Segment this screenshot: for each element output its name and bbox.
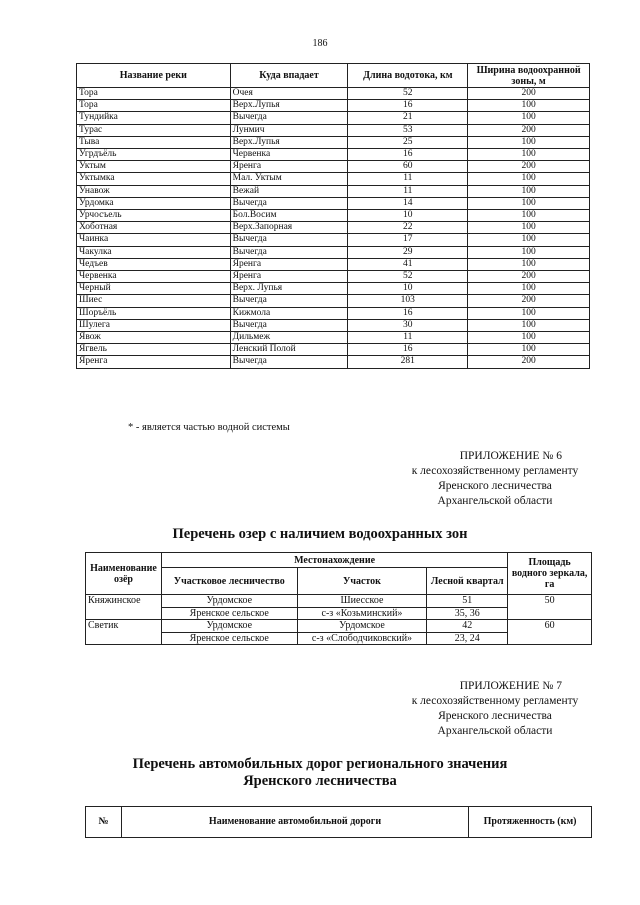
river-flows-into: Кижмола — [230, 307, 348, 319]
river-flows-into: Верх.Лупья — [230, 100, 348, 112]
river-row — [77, 100, 590, 112]
river-length: 21 — [348, 112, 468, 124]
river-name: Явож — [77, 332, 231, 344]
river-length: 11 — [348, 185, 468, 197]
river-name: Тундийка — [77, 112, 231, 124]
river-zone-width: 100 — [468, 344, 590, 356]
footnote: * - является частью водной системы — [128, 422, 290, 433]
river-name: Уктымка — [77, 173, 231, 185]
river-length: 281 — [348, 356, 468, 368]
lake-quarter: 35, 36 — [427, 607, 508, 620]
header-location: Местонахождение — [161, 553, 507, 568]
appendix-7-label: ПРИЛОЖЕНИЕ № 7 — [459, 680, 562, 692]
river-length: 16 — [348, 307, 468, 319]
river-name: Чедъев — [77, 258, 231, 270]
header-river-name: Название реки — [77, 64, 231, 88]
page-number: 186 — [312, 38, 328, 49]
river-flows-into: Вычегда — [230, 356, 348, 368]
river-name: Тора — [77, 88, 231, 100]
river-flows-into: Яренга — [230, 258, 348, 270]
river-row — [77, 136, 590, 148]
river-flows-into: Верх. Лупья — [230, 283, 348, 295]
river-zone-width: 100 — [468, 258, 590, 270]
river-flows-into: Вычегда — [230, 197, 348, 209]
river-zone-width: 200 — [468, 88, 590, 100]
lake-site: с-з «Козьминский» — [297, 607, 427, 620]
river-zone-width: 100 — [468, 173, 590, 185]
river-flows-into: Лунмич — [230, 124, 348, 136]
header-flows-into: Куда впадает — [230, 64, 348, 88]
river-name: Шулега — [77, 319, 231, 331]
header-lake-name: Наименование озёр — [86, 553, 162, 595]
river-flows-into: Вычегда — [230, 295, 348, 307]
river-length: 10 — [348, 210, 468, 222]
river-row — [77, 185, 590, 197]
lake-quarter: 23, 24 — [427, 632, 508, 645]
river-flows-into: Вычегда — [230, 234, 348, 246]
river-length: 52 — [348, 88, 468, 100]
river-name: Тора — [77, 100, 231, 112]
river-flows-into: Бол.Восим — [230, 210, 348, 222]
river-flows-into: Яренга — [230, 271, 348, 283]
river-row — [77, 258, 590, 270]
river-name: Ягвель — [77, 344, 231, 356]
river-row — [77, 210, 590, 222]
appendix-6-forestry: Яренского лесничества — [438, 480, 552, 492]
lake-row — [86, 595, 592, 608]
header-zone-width: Ширина водоохранной зоны, м — [468, 64, 590, 88]
river-zone-width: 200 — [468, 356, 590, 368]
river-length: 30 — [348, 319, 468, 331]
river-length: 25 — [348, 136, 468, 148]
appendix-6-region: Архангельской области — [437, 495, 553, 507]
lake-site: Шиесское — [297, 595, 427, 608]
river-name: Яренга — [77, 356, 231, 368]
roads-title-line-2: Яренского лесничества — [243, 773, 397, 789]
river-length: 16 — [348, 344, 468, 356]
river-flows-into: Верх.Лупья — [230, 136, 348, 148]
lake-forestry: Яренское сельское — [161, 632, 297, 645]
river-zone-width: 100 — [468, 246, 590, 258]
appendix-6-block — [396, 449, 594, 509]
river-zone-width: 200 — [468, 161, 590, 173]
river-name: Угрдъёль — [77, 149, 231, 161]
river-row — [77, 246, 590, 258]
header-road-name: Наименование автомобильной дороги — [121, 807, 468, 838]
lake-name: Княжинское — [86, 595, 162, 620]
rivers-table — [76, 63, 590, 369]
river-zone-width: 100 — [468, 234, 590, 246]
appendix-6-label: ПРИЛОЖЕНИЕ № 6 — [459, 450, 562, 462]
header-road-length: Протяженность (км) — [469, 807, 592, 838]
lakes-title: Перечень озер с наличием водоохранных зон — [172, 526, 468, 542]
river-name: Шоръёль — [77, 307, 231, 319]
river-zone-width: 100 — [468, 100, 590, 112]
river-length: 52 — [348, 271, 468, 283]
river-name: Шиес — [77, 295, 231, 307]
lake-forestry: Яренское сельское — [161, 607, 297, 620]
river-row — [77, 161, 590, 173]
river-length: 17 — [348, 234, 468, 246]
river-length: 29 — [348, 246, 468, 258]
river-flows-into: Ленский Полой — [230, 344, 348, 356]
river-name: Чаинка — [77, 234, 231, 246]
lake-quarter: 51 — [427, 595, 508, 608]
river-row — [77, 149, 590, 161]
river-row — [77, 112, 590, 124]
river-name: Унавож — [77, 185, 231, 197]
header-mirror-area: Площадь водного зеркала, га — [508, 553, 592, 595]
river-name: Урчосъель — [77, 210, 231, 222]
river-zone-width: 100 — [468, 136, 590, 148]
river-flows-into: Вычегда — [230, 112, 348, 124]
roads-title — [0, 756, 640, 790]
river-zone-width: 100 — [468, 210, 590, 222]
river-length: 22 — [348, 222, 468, 234]
header-length: Длина водотока, км — [348, 64, 468, 88]
river-flows-into: Мал. Уктым — [230, 173, 348, 185]
river-zone-width: 200 — [468, 124, 590, 136]
river-length: 16 — [348, 149, 468, 161]
river-row — [77, 344, 590, 356]
river-zone-width: 100 — [468, 332, 590, 344]
river-row — [77, 319, 590, 331]
river-row — [77, 222, 590, 234]
lake-site: Урдомское — [297, 620, 427, 633]
lake-site: с-з «Слободчиковский» — [297, 632, 427, 645]
river-name: Чакулка — [77, 246, 231, 258]
roads-title-line-1: Перечень автомобильных дорог регионального значения — [132, 756, 508, 772]
river-zone-width: 200 — [468, 271, 590, 283]
river-length: 16 — [348, 100, 468, 112]
rivers-body — [77, 88, 590, 369]
river-length: 11 — [348, 173, 468, 185]
river-flows-into: Червенка — [230, 149, 348, 161]
river-zone-width: 100 — [468, 197, 590, 209]
river-zone-width: 100 — [468, 283, 590, 295]
river-name: Турас — [77, 124, 231, 136]
appendix-7-block — [396, 679, 594, 739]
header-district-forestry: Участковое лесничество — [161, 568, 297, 595]
header-road-number: № — [86, 807, 122, 838]
appendix-7-forestry: Яренского лесничества — [438, 710, 552, 722]
river-row — [77, 173, 590, 185]
river-row — [77, 356, 590, 368]
river-name: Червенка — [77, 271, 231, 283]
river-flows-into: Вычегда — [230, 246, 348, 258]
river-length: 60 — [348, 161, 468, 173]
lake-name: Светик — [86, 620, 162, 645]
lake-row — [86, 620, 592, 633]
river-row — [77, 307, 590, 319]
lake-area: 60 — [508, 620, 592, 645]
appendix-7-regulation: к лесохозяйственному регламенту — [411, 695, 579, 707]
river-row — [77, 283, 590, 295]
appendix-7-region: Архангельской области — [437, 725, 553, 737]
river-row — [77, 271, 590, 283]
river-flows-into: Яренга — [230, 161, 348, 173]
river-flows-into: Дильмеж — [230, 332, 348, 344]
river-flows-into: Верх.Запорная — [230, 222, 348, 234]
river-flows-into: Вычегда — [230, 319, 348, 331]
river-zone-width: 100 — [468, 149, 590, 161]
lake-area: 50 — [508, 595, 592, 620]
river-zone-width: 100 — [468, 185, 590, 197]
river-flows-into: Очея — [230, 88, 348, 100]
lake-forestry: Урдомское — [161, 595, 297, 608]
header-site: Участок — [297, 568, 427, 595]
river-zone-width: 100 — [468, 112, 590, 124]
roads-table — [85, 806, 592, 838]
river-name: Хоботная — [77, 222, 231, 234]
river-row — [77, 234, 590, 246]
river-row — [77, 197, 590, 209]
river-name: Уктым — [77, 161, 231, 173]
river-row — [77, 332, 590, 344]
lake-quarter: 42 — [427, 620, 508, 633]
river-length: 14 — [348, 197, 468, 209]
lake-forestry: Урдомское — [161, 620, 297, 633]
river-row — [77, 88, 590, 100]
river-length: 11 — [348, 332, 468, 344]
rivers-header-row — [77, 64, 590, 88]
river-row — [77, 124, 590, 136]
lakes-table — [85, 552, 592, 645]
river-name: Тыва — [77, 136, 231, 148]
river-length: 41 — [348, 258, 468, 270]
river-length: 103 — [348, 295, 468, 307]
river-zone-width: 100 — [468, 222, 590, 234]
river-length: 53 — [348, 124, 468, 136]
river-zone-width: 100 — [468, 319, 590, 331]
river-zone-width: 200 — [468, 295, 590, 307]
river-name: Черный — [77, 283, 231, 295]
river-flows-into: Вежай — [230, 185, 348, 197]
river-row — [77, 295, 590, 307]
river-zone-width: 100 — [468, 307, 590, 319]
header-forest-quarter: Лесной квартал — [427, 568, 508, 595]
river-name: Урдомка — [77, 197, 231, 209]
appendix-6-regulation: к лесохозяйственному регламенту — [411, 465, 579, 477]
river-length: 10 — [348, 283, 468, 295]
